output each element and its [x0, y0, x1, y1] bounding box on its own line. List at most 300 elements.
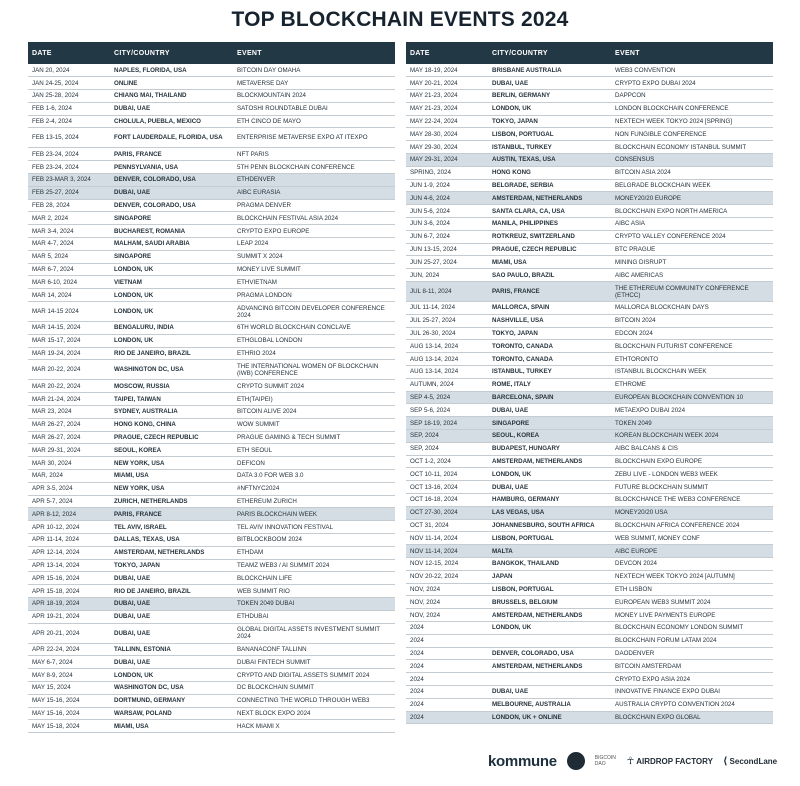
event-date-cell: APR 13-14, 2024 [28, 559, 110, 572]
event-date-cell: MAY 20-21, 2024 [406, 77, 488, 90]
event-name-cell: AIBC ASIA [611, 218, 773, 231]
event-name-cell: TEL AVIV INNOVATION FESTIVAL [233, 521, 395, 534]
table-row [406, 557, 773, 570]
event-city-cell: CHOLULA, PUEBLA, MEXICO [110, 115, 233, 128]
event-city-cell: LISBON, PORTUGAL [488, 128, 611, 141]
city-column-header: CITY/COUNTRY [488, 42, 611, 64]
event-date-cell: MAR 20-22, 2024 [28, 360, 110, 380]
table-row [28, 585, 395, 598]
table-row [406, 340, 773, 353]
table-row [406, 256, 773, 269]
event-date-cell: FEB 2-4, 2024 [28, 115, 110, 128]
event-name-cell: WEB SUMMIT RIO [233, 585, 395, 598]
event-name-cell: CRYPTO VALLEY CONFERENCE 2024 [611, 230, 773, 243]
event-city-cell: LONDON, UK [110, 334, 233, 347]
table-row [28, 289, 395, 302]
event-name-cell: NEXTECH WEEK TOKYO 2024 [AUTUMN] [611, 570, 773, 583]
event-date-cell: APR 20-21, 2024 [28, 623, 110, 643]
event-date-cell: MAY 8-9, 2024 [28, 669, 110, 682]
event-city-cell: DUBAI, UAE [110, 597, 233, 610]
event-city-cell: ISTANBUL, TURKEY [488, 366, 611, 379]
event-date-cell: FEB 23-24, 2024 [28, 148, 110, 161]
event-name-cell: AIBC EUROPE [611, 545, 773, 558]
event-date-cell: MAR 5, 2024 [28, 250, 110, 263]
event-city-cell: LONDON, UK [110, 302, 233, 322]
event-city-cell: DUBAI, UAE [488, 404, 611, 417]
event-city-cell: PENNSYLVANIA, USA [110, 161, 233, 174]
event-date-cell: MAR 4-7, 2024 [28, 238, 110, 251]
secondlane-logo [723, 756, 777, 767]
event-city-cell: LISBON, PORTUGAL [488, 532, 611, 545]
event-date-cell: 2024 [406, 660, 488, 673]
event-name-cell: THE ETHEREUM COMMUNITY CONFERENCE (ETHCC) [611, 282, 773, 302]
event-city-cell: BANGKOK, THAILAND [488, 557, 611, 570]
event-city-cell: SINGAPORE [488, 417, 611, 430]
table-row [28, 482, 395, 495]
event-name-cell: ETHDAM [233, 546, 395, 559]
event-name-cell: BLOCKCHAIN ECONOMY ISTANBUL SUMMIT [611, 141, 773, 154]
event-name-cell: FUTURE BLOCKCHAIN SUMMIT [611, 481, 773, 494]
event-name-cell: HACK MIAMI X [233, 720, 395, 733]
event-name-cell: BLOCKCHAIN LIFE [233, 572, 395, 585]
table-row [406, 378, 773, 391]
event-name-cell: ETH SEOUL [233, 444, 395, 457]
event-city-cell [488, 673, 611, 686]
event-city-cell: LONDON, UK + ONLINE [488, 711, 611, 724]
event-date-cell: FEB 1-6, 2024 [28, 102, 110, 115]
table-row [406, 442, 773, 455]
event-date-cell: 2024 [406, 647, 488, 660]
event-city-cell: LAS VEGAS, USA [488, 506, 611, 519]
event-date-cell: MAR 6-7, 2024 [28, 263, 110, 276]
event-name-cell: WOW SUMMIT [233, 418, 395, 431]
event-date-cell: 2024 [406, 711, 488, 724]
event-name-cell: ETHRIO 2024 [233, 347, 395, 360]
event-city-cell: LONDON, UK [488, 621, 611, 634]
table-row [406, 230, 773, 243]
event-city-cell: BELGRADE, SERBIA [488, 179, 611, 192]
event-city-cell: NEW YORK, USA [110, 482, 233, 495]
event-date-cell: NOV, 2024 [406, 596, 488, 609]
table-row [28, 128, 395, 148]
event-city-cell: AMSTERDAM, NETHERLANDS [488, 192, 611, 205]
event-name-cell: EUROPEAN BLOCKCHAIN CONVENTION 10 [611, 391, 773, 404]
event-name-cell: MALLORCA BLOCKCHAIN DAYS [611, 302, 773, 315]
event-date-cell: MAY 22-24, 2024 [406, 115, 488, 128]
table-row [28, 681, 395, 694]
event-city-cell: AMSTERDAM, NETHERLANDS [488, 455, 611, 468]
event-date-cell: JAN 25-28, 2024 [28, 90, 110, 103]
table-row [406, 711, 773, 724]
event-city-cell: ONLINE [110, 77, 233, 90]
event-city-cell: LISBON, PORTUGAL [488, 583, 611, 596]
table-row [28, 263, 395, 276]
event-city-cell: BARCELONA, SPAIN [488, 391, 611, 404]
event-city-cell: DUBAI, UAE [110, 102, 233, 115]
table-row [28, 238, 395, 251]
event-city-cell: AMSTERDAM, NETHERLANDS [110, 546, 233, 559]
airdrop-factory-label: AIRDROP FACTORY [636, 756, 713, 766]
table-row [406, 660, 773, 673]
event-name-cell: ISTANBUL BLOCKCHAIN WEEK [611, 366, 773, 379]
secondlane-label: SecondLane [729, 756, 778, 766]
event-city-cell: MIAMI, USA [488, 256, 611, 269]
event-city-cell: WARSAW, POLAND [110, 707, 233, 720]
event-name-cell: BITCOIN ASIA 2024 [611, 166, 773, 179]
event-name-cell: DUBAI FINTECH SUMMIT [233, 656, 395, 669]
table-row [28, 334, 395, 347]
table-row [28, 707, 395, 720]
event-city-cell: VIETNAM [110, 276, 233, 289]
event-date-cell: MAR 21-24, 2024 [28, 393, 110, 406]
event-date-cell: FEB 23-MAR 3, 2024 [28, 174, 110, 187]
event-name-cell: BLOCKCHAIN EXPO GLOBAL [611, 711, 773, 724]
table-row [28, 546, 395, 559]
event-name-cell: DAODENVER [611, 647, 773, 660]
event-name-cell: BLOCKCHAIN EXPO EUROPE [611, 455, 773, 468]
table-row [28, 406, 395, 419]
event-name-cell: BLOCKCHAIN AFRICA CONFERENCE 2024 [611, 519, 773, 532]
event-city-cell: BUDAPEST, HUNGARY [488, 442, 611, 455]
event-date-cell: MAY 29-31, 2024 [406, 154, 488, 167]
event-date-cell: JUL 8-11, 2024 [406, 282, 488, 302]
table-row [406, 154, 773, 167]
event-date-cell: OCT 31, 2024 [406, 519, 488, 532]
event-city-cell: MALTA [488, 545, 611, 558]
event-city-cell: LONDON, UK [110, 289, 233, 302]
event-date-cell: MAY 6-7, 2024 [28, 656, 110, 669]
event-city-cell: DUBAI, UAE [110, 656, 233, 669]
table-row [406, 391, 773, 404]
event-city-cell [488, 634, 611, 647]
table-row [406, 205, 773, 218]
event-date-cell: SEP 5-6, 2024 [406, 404, 488, 417]
event-city-cell: AUSTIN, TEXAS, USA [488, 154, 611, 167]
event-city-cell: BUCHAREST, ROMANIA [110, 225, 233, 238]
table-row [28, 694, 395, 707]
event-city-cell: PARIS, FRANCE [110, 508, 233, 521]
event-name-cell: CRYPTO EXPO EUROPE [233, 225, 395, 238]
table-row [406, 634, 773, 647]
table-row [28, 656, 395, 669]
event-date-cell: MAR 30, 2024 [28, 457, 110, 470]
table-row [406, 609, 773, 622]
table-row [406, 430, 773, 443]
table-row [28, 360, 395, 380]
table-row [28, 174, 395, 187]
table-row [406, 481, 773, 494]
table-row [406, 506, 773, 519]
table-row [406, 685, 773, 698]
event-date-cell: FEB 13-15, 2024 [28, 128, 110, 148]
event-date-cell: MAY 21-23, 2024 [406, 90, 488, 103]
table-row [28, 572, 395, 585]
event-name-cell: ENTERPRISE METAVERSE EXPO AT ITEXPO [233, 128, 395, 148]
event-date-cell: NOV 20-22, 2024 [406, 570, 488, 583]
table-row [28, 597, 395, 610]
table-row [28, 495, 395, 508]
event-city-cell: MIAMI, USA [110, 470, 233, 483]
event-name-cell: SATOSHI ROUNDTABLE DUBAI [233, 102, 395, 115]
event-date-cell: MAR 29-31, 2024 [28, 444, 110, 457]
event-date-cell: JUN 4-6, 2024 [406, 192, 488, 205]
event-date-cell: AUG 13-14, 2024 [406, 366, 488, 379]
event-city-cell: BERLIN, GERMANY [488, 90, 611, 103]
table-row [406, 314, 773, 327]
table-header-row [28, 42, 395, 64]
table-row [406, 519, 773, 532]
event-city-cell: DENVER, COLORADO, USA [488, 647, 611, 660]
event-date-cell: JUL 25-27, 2024 [406, 314, 488, 327]
event-date-cell: JUN 3-6, 2024 [406, 218, 488, 231]
event-name-cell: EUROPEAN WEB3 SUMMIT 2024 [611, 596, 773, 609]
event-name-cell: MONEY20/20 EUROPE [611, 192, 773, 205]
table-row [28, 186, 395, 199]
event-date-cell: MAR 6-10, 2024 [28, 276, 110, 289]
event-date-cell: APR 15-16, 2024 [28, 572, 110, 585]
event-name-cell: KOREAN BLOCKCHAIN WEEK 2024 [611, 430, 773, 443]
event-date-cell: APR 12-14, 2024 [28, 546, 110, 559]
event-date-cell: JAN 20, 2024 [28, 64, 110, 77]
event-date-cell: OCT 27-30, 2024 [406, 506, 488, 519]
airdrop-factory-logo [627, 756, 713, 767]
event-date-cell: MAR 14, 2024 [28, 289, 110, 302]
secondlane-icon: ⟨ [722, 755, 728, 767]
event-date-cell: FEB 28, 2024 [28, 199, 110, 212]
table-row [28, 380, 395, 393]
event-name-cell: ADVANCING BITCOIN DEVELOPER CONFERENCE 2024 [233, 302, 395, 322]
event-name-cell: LEAP 2024 [233, 238, 395, 251]
event-date-cell: MAY 15-18, 2024 [28, 720, 110, 733]
event-city-cell: NASHVILLE, USA [488, 314, 611, 327]
event-city-cell: HAMBURG, GERMANY [488, 494, 611, 507]
event-city-cell: WASHINGTON DC, USA [110, 360, 233, 380]
event-city-cell: BRUSSELS, BELGIUM [488, 596, 611, 609]
event-city-cell: TOKYO, JAPAN [110, 559, 233, 572]
event-name-cell: ETH CINCO DE MAYO [233, 115, 395, 128]
event-date-cell: 2024 [406, 634, 488, 647]
event-name-cell: BLOCKCHAIN FESTIVAL ASIA 2024 [233, 212, 395, 225]
event-name-cell: SUMMIT X 2024 [233, 250, 395, 263]
table-row [406, 90, 773, 103]
event-city-cell: SYDNEY, AUSTRALIA [110, 406, 233, 419]
event-name-cell: AIBC AMERICAS [611, 269, 773, 282]
table-row [28, 610, 395, 623]
event-city-cell: MIAMI, USA [110, 720, 233, 733]
event-name-cell: BITCOIN ALIVE 2024 [233, 406, 395, 419]
event-date-cell: MAR 23, 2024 [28, 406, 110, 419]
event-name-cell: AUSTRALIA CRYPTO CONVENTION 2024 [611, 698, 773, 711]
event-name-cell: CRYPTO SUMMIT 2024 [233, 380, 395, 393]
event-name-cell: CRYPTO AND DIGITAL ASSETS SUMMIT 2024 [233, 669, 395, 682]
event-city-cell: TAIPEI, TAIWAN [110, 393, 233, 406]
table-row [28, 444, 395, 457]
event-city-cell: JAPAN [488, 570, 611, 583]
event-name-cell: ETH(TAIPEI) [233, 393, 395, 406]
table-row [28, 431, 395, 444]
event-date-cell: APR 8-12, 2024 [28, 508, 110, 521]
event-name-cell: ETH LISBON [611, 583, 773, 596]
event-date-cell: MAY 18-19, 2024 [406, 64, 488, 77]
table-row [28, 508, 395, 521]
event-name-cell: THE INTERNATIONAL WOMEN OF BLOCKCHAIN (IWB) CONFERENCE [233, 360, 395, 380]
event-city-cell: JOHANNESBURG, SOUTH AFRICA [488, 519, 611, 532]
table-row [28, 720, 395, 733]
table-row [406, 115, 773, 128]
event-name-cell: BITBLOCKBOOM 2024 [233, 534, 395, 547]
table-row [406, 327, 773, 340]
event-date-cell: OCT 13-16, 2024 [406, 481, 488, 494]
table-row [406, 417, 773, 430]
event-city-cell: SEOUL, KOREA [110, 444, 233, 457]
event-city-cell: PARIS, FRANCE [110, 148, 233, 161]
event-name-cell: NEXT BLOCK EXPO 2024 [233, 707, 395, 720]
kommune-logo: kommune [488, 752, 557, 770]
event-date-cell: MAY 29-30, 2024 [406, 141, 488, 154]
event-date-cell: JUN 1-9, 2024 [406, 179, 488, 192]
event-name-cell: DAPPCON [611, 90, 773, 103]
event-city-cell: LONDON, UK [110, 263, 233, 276]
table-row [406, 596, 773, 609]
event-name-cell: EDCON 2024 [611, 327, 773, 340]
event-city-cell: TALLINN, ESTONIA [110, 643, 233, 656]
event-date-cell: APR 10-12, 2024 [28, 521, 110, 534]
event-date-cell: JUN 5-6, 2024 [406, 205, 488, 218]
event-date-cell: JAN 24-25, 2024 [28, 77, 110, 90]
table-row [406, 269, 773, 282]
event-date-cell: AUG 13-14, 2024 [406, 353, 488, 366]
event-city-cell: AMSTERDAM, NETHERLANDS [488, 660, 611, 673]
event-city-cell: TOKYO, JAPAN [488, 327, 611, 340]
event-name-cell: ZEBU LIVE - LONDON WEB3 WEEK [611, 468, 773, 481]
event-city-cell: BENGALURU, INDIA [110, 322, 233, 335]
table-row [28, 115, 395, 128]
event-name-cell: LONDON BLOCKCHAIN CONFERENCE [611, 102, 773, 115]
event-date-cell: NOV 11-14, 2024 [406, 532, 488, 545]
event-name-cell: 6TH WORLD BLOCKCHAIN CONCLAVE [233, 322, 395, 335]
event-name-cell: NON FUNGIBLE CONFERENCE [611, 128, 773, 141]
event-name-cell: NEXTECH WEEK TOKYO 2024 [SPRING] [611, 115, 773, 128]
event-name-cell: TOKEN 2049 [611, 417, 773, 430]
table-row [406, 192, 773, 205]
event-date-cell: JUN 13-15, 2024 [406, 243, 488, 256]
event-name-cell: CONSENSUS [611, 154, 773, 167]
event-name-cell: BTC PRAGUE [611, 243, 773, 256]
event-city-cell: DUBAI, UAE [110, 572, 233, 585]
event-date-cell: SEP 4-5, 2024 [406, 391, 488, 404]
event-city-cell: MANILA, PHILIPPINES [488, 218, 611, 231]
table-row [406, 353, 773, 366]
event-city-cell: TORONTO, CANADA [488, 340, 611, 353]
event-city-cell: NAPLES, FLORIDA, USA [110, 64, 233, 77]
table-row [28, 418, 395, 431]
table-row [406, 77, 773, 90]
event-date-cell: MAY 15, 2024 [28, 681, 110, 694]
table-row [28, 457, 395, 470]
event-city-cell: SINGAPORE [110, 212, 233, 225]
event-date-cell: APR 11-14, 2024 [28, 534, 110, 547]
event-name-cell: WEB SUMMIT, MONEY CONF [611, 532, 773, 545]
event-date-cell: MAY 28-30, 2024 [406, 128, 488, 141]
event-city-cell: TEL AVIV, ISRAEL [110, 521, 233, 534]
event-name-cell: MONEY LIVE PAYMENTS EUROPE [611, 609, 773, 622]
event-date-cell: MAR 26-27, 2024 [28, 431, 110, 444]
event-name-cell: ETHDUBAI [233, 610, 395, 623]
event-name-cell: CONNECTING THE WORLD THROUGH WEB3 [233, 694, 395, 707]
event-name-cell: BLOCKCHAIN FUTURIST CONFERENCE [611, 340, 773, 353]
event-date-cell: SEP 18-19, 2024 [406, 417, 488, 430]
event-name-cell: ETHROME [611, 378, 773, 391]
table-row [406, 179, 773, 192]
event-date-cell: MAR 26-27, 2024 [28, 418, 110, 431]
bigcoin-logo-text: BIGCOIN DAO [594, 755, 616, 767]
event-date-cell: APR 3-5, 2024 [28, 482, 110, 495]
event-city-cell: MELBOURNE, AUSTRALIA [488, 698, 611, 711]
event-name-cell: BLOCKCHAIN FORUM LATAM 2024 [611, 634, 773, 647]
event-city-cell: MOSCOW, RUSSIA [110, 380, 233, 393]
table-row [406, 141, 773, 154]
event-date-cell: NOV, 2024 [406, 583, 488, 596]
event-name-cell: CRYPTO EXPO DUBAI 2024 [611, 77, 773, 90]
event-date-cell: NOV, 2024 [406, 609, 488, 622]
event-city-cell: SINGAPORE [110, 250, 233, 263]
event-city-cell: LONDON, UK [488, 468, 611, 481]
event-name-cell: AIBC EURASIA [233, 186, 395, 199]
table-row [406, 468, 773, 481]
event-name-cell: BITCOIN AMSTERDAM [611, 660, 773, 673]
event-date-cell: MAR 20-22, 2024 [28, 380, 110, 393]
table-row [28, 643, 395, 656]
event-date-cell: FEB 23-24, 2024 [28, 161, 110, 174]
table-row [406, 583, 773, 596]
event-name-cell: MONEY20/20 USA [611, 506, 773, 519]
table-row [406, 282, 773, 302]
table-row [28, 347, 395, 360]
event-date-cell: JUL 26-30, 2024 [406, 327, 488, 340]
event-date-cell: MAY 15-16, 2024 [28, 707, 110, 720]
event-name-cell: #NFTNYC2024 [233, 482, 395, 495]
event-date-cell: MAY 21-23, 2024 [406, 102, 488, 115]
event-name-cell: TOKEN 2049 DUBAI [233, 597, 395, 610]
event-date-cell: SEP, 2024 [406, 442, 488, 455]
event-date-cell: MAR 14-15, 2024 [28, 322, 110, 335]
event-name-cell: BANANACONF TALLINN [233, 643, 395, 656]
table-header-row [406, 42, 773, 64]
table-row [406, 243, 773, 256]
table-row [406, 698, 773, 711]
event-name-cell: METAVERSE DAY [233, 77, 395, 90]
event-date-cell: APR 5-7, 2024 [28, 495, 110, 508]
event-city-cell: ZURICH, NETHERLANDS [110, 495, 233, 508]
table-row [28, 534, 395, 547]
table-row [28, 393, 395, 406]
event-name-cell: MINING DISRUPT [611, 256, 773, 269]
event-city-cell: DUBAI, UAE [488, 685, 611, 698]
event-city-cell: WASHINGTON DC, USA [110, 681, 233, 694]
event-name-cell: 5TH PENN BLOCKCHAIN CONFERENCE [233, 161, 395, 174]
event-name-cell: ETHTORONTO [611, 353, 773, 366]
table-row [406, 532, 773, 545]
event-name-cell: BLOCKCHAIN ECONOMY LONDON SUMMIT [611, 621, 773, 634]
event-name-cell: AIBC BALCANS & CIS [611, 442, 773, 455]
event-date-cell: APR 19-21, 2024 [28, 610, 110, 623]
event-date-cell: MAR 14-15 2024 [28, 302, 110, 322]
event-name-cell: PRAGMA DENVER [233, 199, 395, 212]
event-date-cell: OCT 16-18, 2024 [406, 494, 488, 507]
event-city-cell: ROTKREUZ, SWITZERLAND [488, 230, 611, 243]
event-name-cell: GLOBAL DIGITAL ASSETS INVESTMENT SUMMIT 2024 [233, 623, 395, 643]
event-name-cell: METAEXPO DUBAI 2024 [611, 404, 773, 417]
